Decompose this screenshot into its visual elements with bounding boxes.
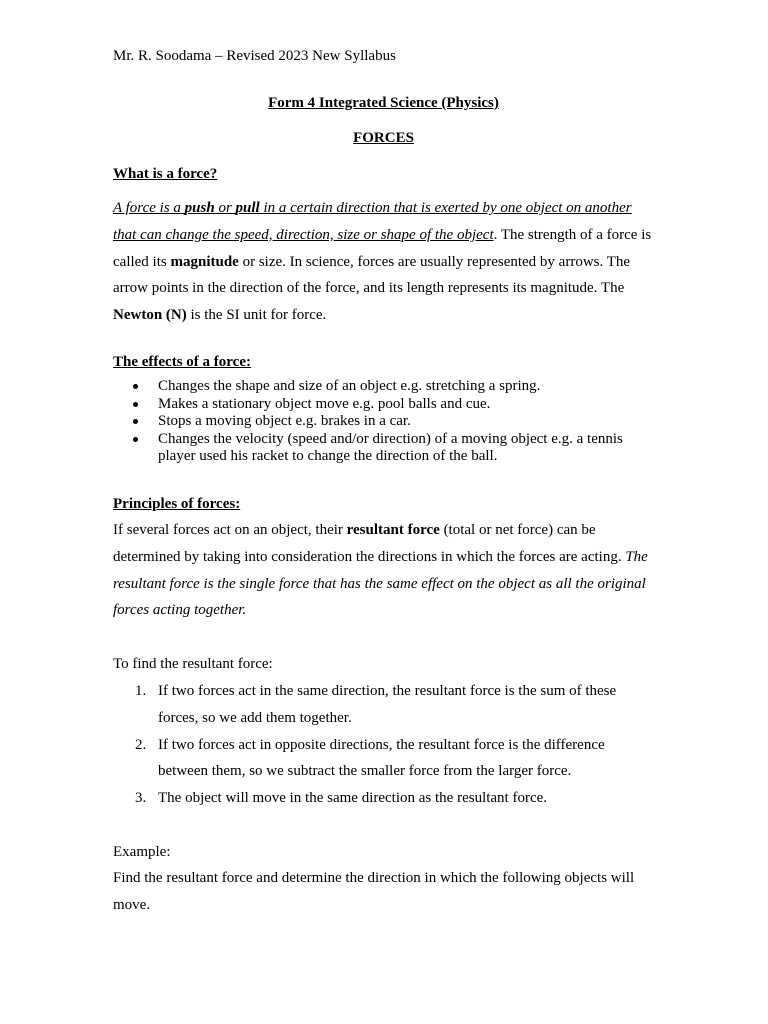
resultant-steps-list — [113, 678, 658, 812]
bullet-icon — [133, 402, 138, 407]
example-label: Example: — [113, 844, 171, 860]
magnitude-term: magnitude — [170, 253, 239, 270]
find-resultant-intro: To find the resultant force: — [113, 656, 273, 672]
example-text: Find the resultant force and determine the direction in which the following objects will move. — [113, 870, 635, 913]
resultant-force-term: resultant force — [346, 522, 440, 538]
list-item: 2. If two forces act in opposite directions, the resultant force is the difference between them, so we subtract the smaller force from the larger force. — [135, 736, 605, 780]
heading-principles: Principles of forces: — [113, 496, 241, 512]
list-item: 1. If two forces act in the same direction, the resultant force is the sum of these forces, so we add them together. — [135, 683, 617, 726]
pull-term: pull — [235, 200, 260, 216]
course-title: Form 4 Integrated Science (Physics) — [268, 95, 499, 111]
newton-term: Newton (N) — [113, 307, 187, 324]
effects-list — [113, 378, 658, 466]
bullet-icon — [133, 384, 138, 389]
author-header: Mr. R. Soodama – Revised 2023 New Syllabus — [113, 48, 396, 64]
heading-what-is-force: What is a force? — [113, 166, 218, 182]
force-definition-paragraph: A force is a push or pull in a certain direction that is exerted by one object on another that can change the speed, direction, size or shape of the object. The strength of a force is called its magnitude or size. In science, forces are usually represented by arrows. The arrow points in the direction of the force, and its length represents its magnitude. The Newton (N) is the SI unit for force. — [113, 200, 652, 324]
principles-paragraph: If several forces act on an object, their resultant force (total or net force) can be determined by taking into consideration the directions in which the forces are acting. The resultant force is the single force that has the same effect on the object as all the original forces acting together. — [113, 522, 648, 619]
bullet-icon — [133, 437, 138, 442]
list-item: Makes a stationary object move e.g. pool balls and cue. — [113, 396, 658, 414]
topic-title: FORCES — [353, 130, 414, 146]
list-item: 3. The object will move in the same direction as the resultant force. — [135, 790, 548, 807]
definition-text: A force is a push or pull in a certain direction that is exerted by one object on another that can change the speed, direction, size or shape of the object — [113, 200, 632, 243]
list-item: Stops a moving object e.g. brakes in a car. — [113, 413, 658, 431]
bullet-icon — [133, 419, 138, 424]
resultant-definition: The resultant force is the single force that has the same effect on the object as all the original forces acting together. — [113, 548, 648, 619]
list-item: Changes the velocity (speed and/or direction) of a moving object e.g. a tennis player used his racket to change the direction of the ball. — [113, 431, 658, 466]
push-term: push — [184, 200, 215, 216]
list-item: Changes the shape and size of an object e.g. stretching a spring. — [113, 378, 658, 396]
heading-effects: The effects of a force: — [113, 354, 251, 370]
